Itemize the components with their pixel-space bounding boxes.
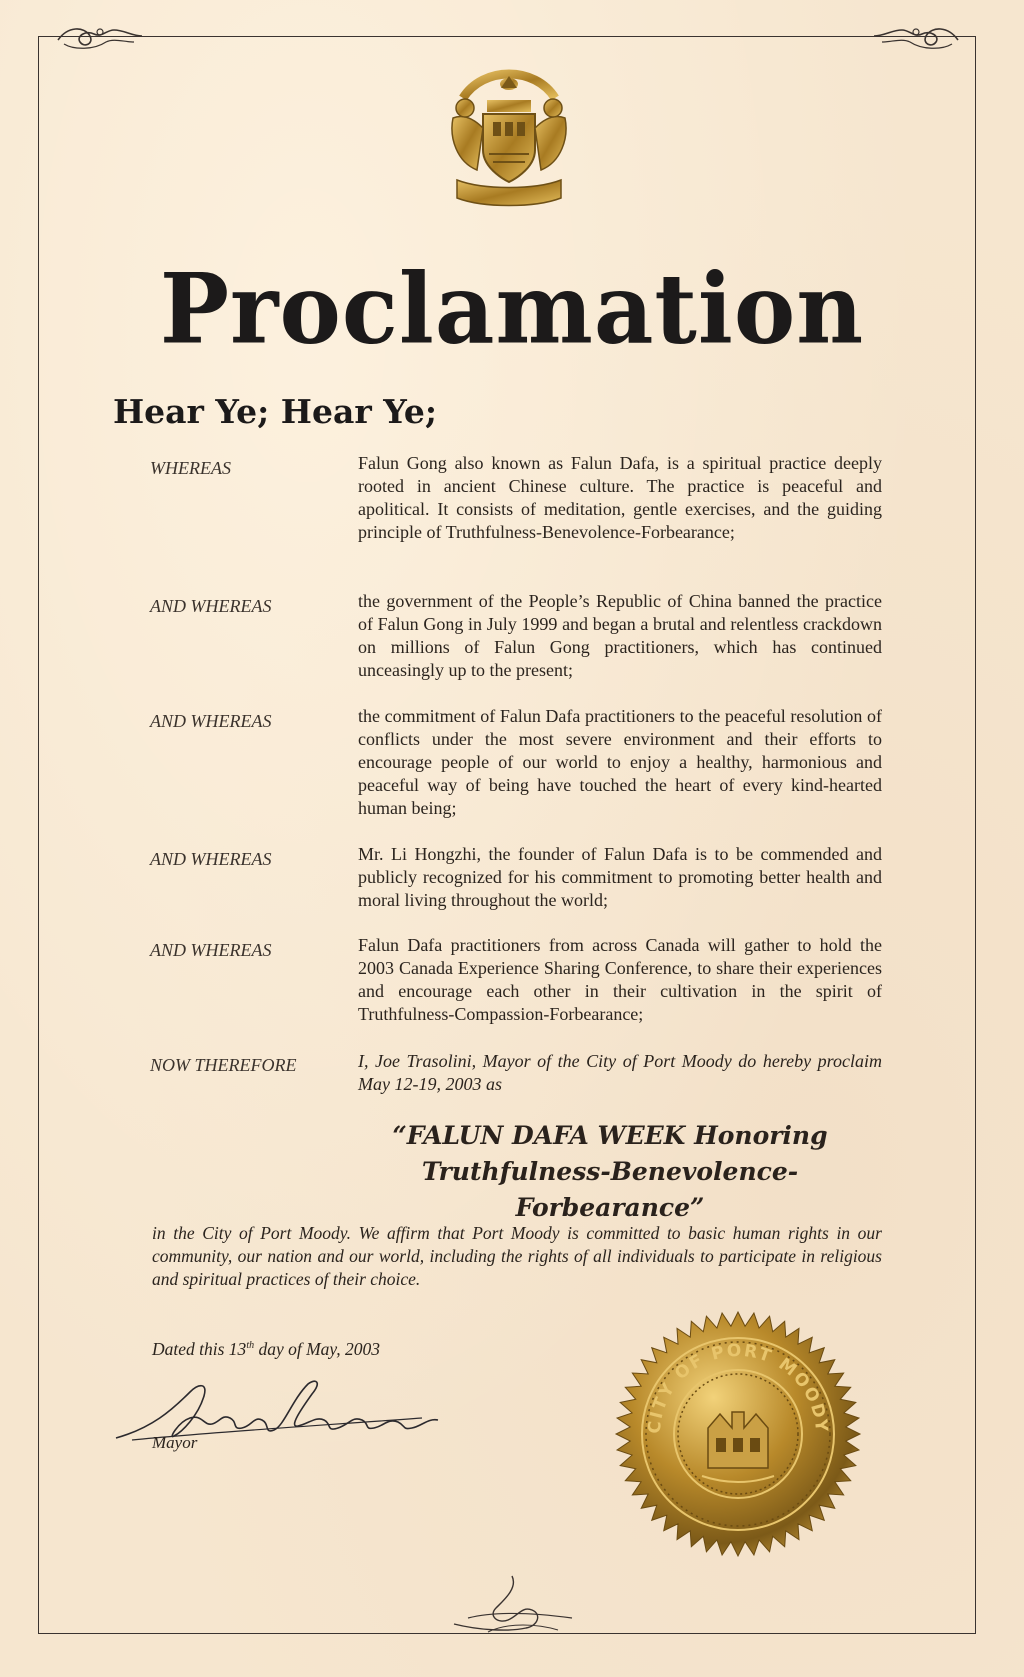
- seal-text: CITY OF PORT MOODY: [644, 1340, 832, 1435]
- honor-line-1: “FALUN DAFA WEEK Honoring: [392, 1121, 828, 1150]
- clause-label: AND WHEREAS: [150, 596, 272, 616]
- corner-flourish-top-left-icon: [54, 20, 146, 54]
- bottom-flourish-icon: [448, 1572, 578, 1638]
- clause-text: the government of the People’s Republic of China banned the practice of Falun Gong in July 1999 and began a brutal and relentless crackdown on millions of Falun Gong practitioners, which has continued unceasingly up to the present;: [358, 591, 882, 680]
- clause-label: NOW THEREFORE: [150, 1055, 297, 1075]
- dated-line: [152, 1339, 380, 1360]
- salutation: Hear Ye; Hear Ye;: [113, 392, 438, 431]
- proclamation-honor: [330, 1118, 890, 1226]
- corner-flourish-top-right-icon: [870, 20, 962, 54]
- clause-text: Mr. Li Hongzhi, the founder of Falun Dafa is to be commended and publicly recognized for his commitment to promoting better health and moral living throughout the world;: [358, 844, 882, 910]
- city-seal-icon: [614, 1310, 862, 1558]
- clause-label: AND WHEREAS: [150, 849, 272, 869]
- clause-label: AND WHEREAS: [150, 940, 272, 960]
- signature-label: Mayor: [152, 1433, 198, 1452]
- dated-rest: day of May, 2003: [254, 1339, 380, 1359]
- clause-label: AND WHEREAS: [150, 711, 272, 731]
- document-title: Proclamation: [159, 252, 865, 366]
- proclamation-statement: I, Joe Trasolini, Mayor of the City of Port Moody do hereby proclaim May 12-19, 2003 as: [358, 1051, 882, 1094]
- dated-ordinal: th: [246, 1340, 255, 1352]
- clause-text: the commitment of Falun Dafa practitioners to the peaceful resolution of conflicts under the most severe environment and their efforts to encourage people of our world to enjoy a healthy, harmonious and peaceful way of being have touched the heart of every kind-hearted human being;: [358, 706, 882, 818]
- coat-of-arms-icon: [443, 58, 575, 210]
- clause-text: Falun Gong also known as Falun Dafa, is a spiritual practice deeply rooted in ancient Chinese culture. The practice is peaceful and apolitical. It consists of meditation, gentle exercises, and the guiding principle of Truthfulness-Benevolence-Forbearance;: [358, 453, 882, 542]
- honor-line-2: Truthfulness-Benevolence-Forbearance”: [421, 1157, 799, 1222]
- clause-label: WHEREAS: [150, 458, 231, 478]
- clause-text: Falun Dafa practitioners from across Canada will gather to hold the 2003 Canada Experience Sharing Conference, to share their experiences and encourage each other in their cultivation in the spirit of Truthfulness-Compassion-Forbearance;: [358, 935, 882, 1024]
- dated-prefix: Dated this 13: [152, 1339, 247, 1359]
- closing-paragraph: in the City of Port Moody. We affirm that Port Moody is committed to basic human rights in our community, our nation and our world, including the rights of all individuals to participate in religious and spiritual practices of their choice.: [152, 1223, 882, 1289]
